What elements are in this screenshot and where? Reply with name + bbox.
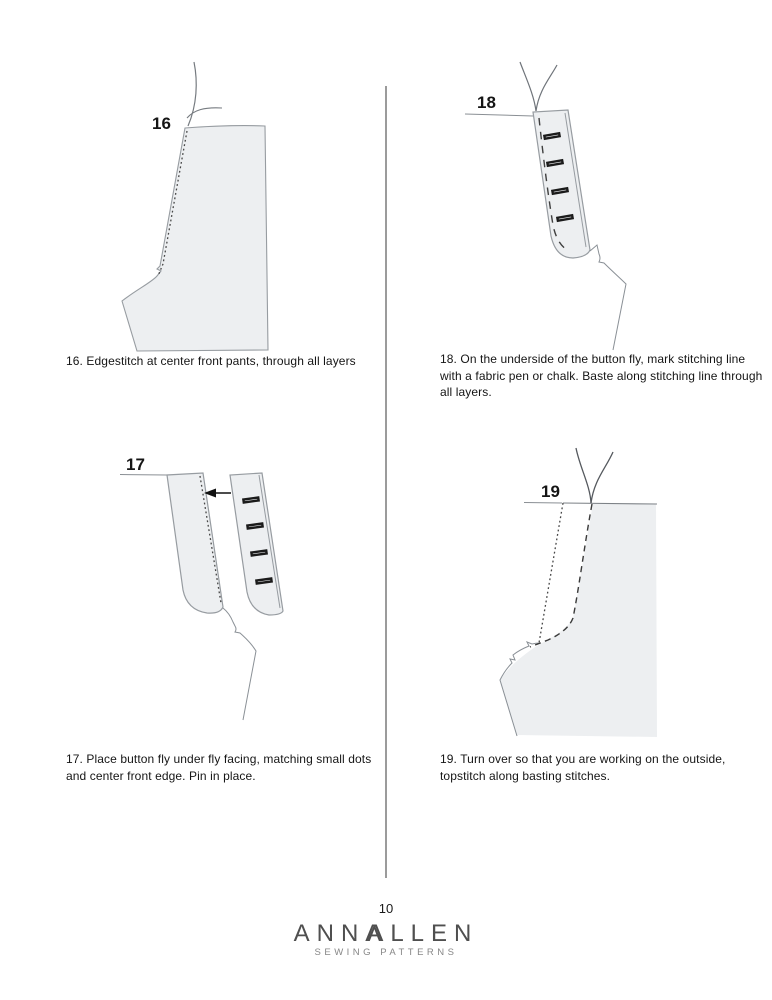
figure-17-caption: 17. Place button fly under fly facing, matching small dots and center front edge. Pin in place. xyxy=(66,752,372,783)
edgestitch-dotted-line xyxy=(539,503,563,643)
brand-logo-part1: ANNA xyxy=(293,920,389,947)
figure-17-illustration xyxy=(100,440,380,740)
brand-logo-part2: ALLEN xyxy=(367,920,479,947)
page-number: 10 xyxy=(378,901,394,916)
pants-front-shape xyxy=(500,504,657,737)
figure-18-caption: 18. On the underside of the button fly, mark stitching line with a fabric pen or chalk. Baste along stitching line through all layers. xyxy=(440,352,763,399)
figure-17-label: 17 xyxy=(126,455,145,474)
figure-16-caption: 16. Edgestitch at center front pants, through all layers xyxy=(66,354,356,368)
brand-tagline: SEWING PATTERNS xyxy=(314,947,458,958)
waist-top-edge xyxy=(563,503,657,504)
figure-19-caption: 19. Turn over so that you are working on the outside, topstitch along basting stitches. xyxy=(440,752,726,783)
thread-curve xyxy=(536,65,557,111)
thread-curve xyxy=(591,452,613,503)
thread-curve xyxy=(576,448,591,503)
crotch-outline xyxy=(590,245,626,350)
thread-curl xyxy=(187,108,222,118)
crotch-outline xyxy=(223,608,256,720)
figure-18-label: 18 xyxy=(477,93,496,112)
pants-front-shape xyxy=(122,126,268,351)
figure-16-illustration xyxy=(100,60,380,355)
figure-19-illustration xyxy=(460,440,760,745)
figure-18-illustration xyxy=(460,60,740,355)
button-fly-shape xyxy=(230,473,283,615)
match-arrow-icon xyxy=(204,489,231,498)
leader-line xyxy=(524,503,562,504)
thread-curve xyxy=(520,62,536,111)
leader-line xyxy=(465,114,533,116)
figure-19-label: 19 xyxy=(541,482,560,501)
button-fly-shape xyxy=(533,110,590,258)
brand-logo xyxy=(0,920,772,948)
figure-16-label: 16 xyxy=(152,114,171,133)
leader-line xyxy=(120,475,167,476)
